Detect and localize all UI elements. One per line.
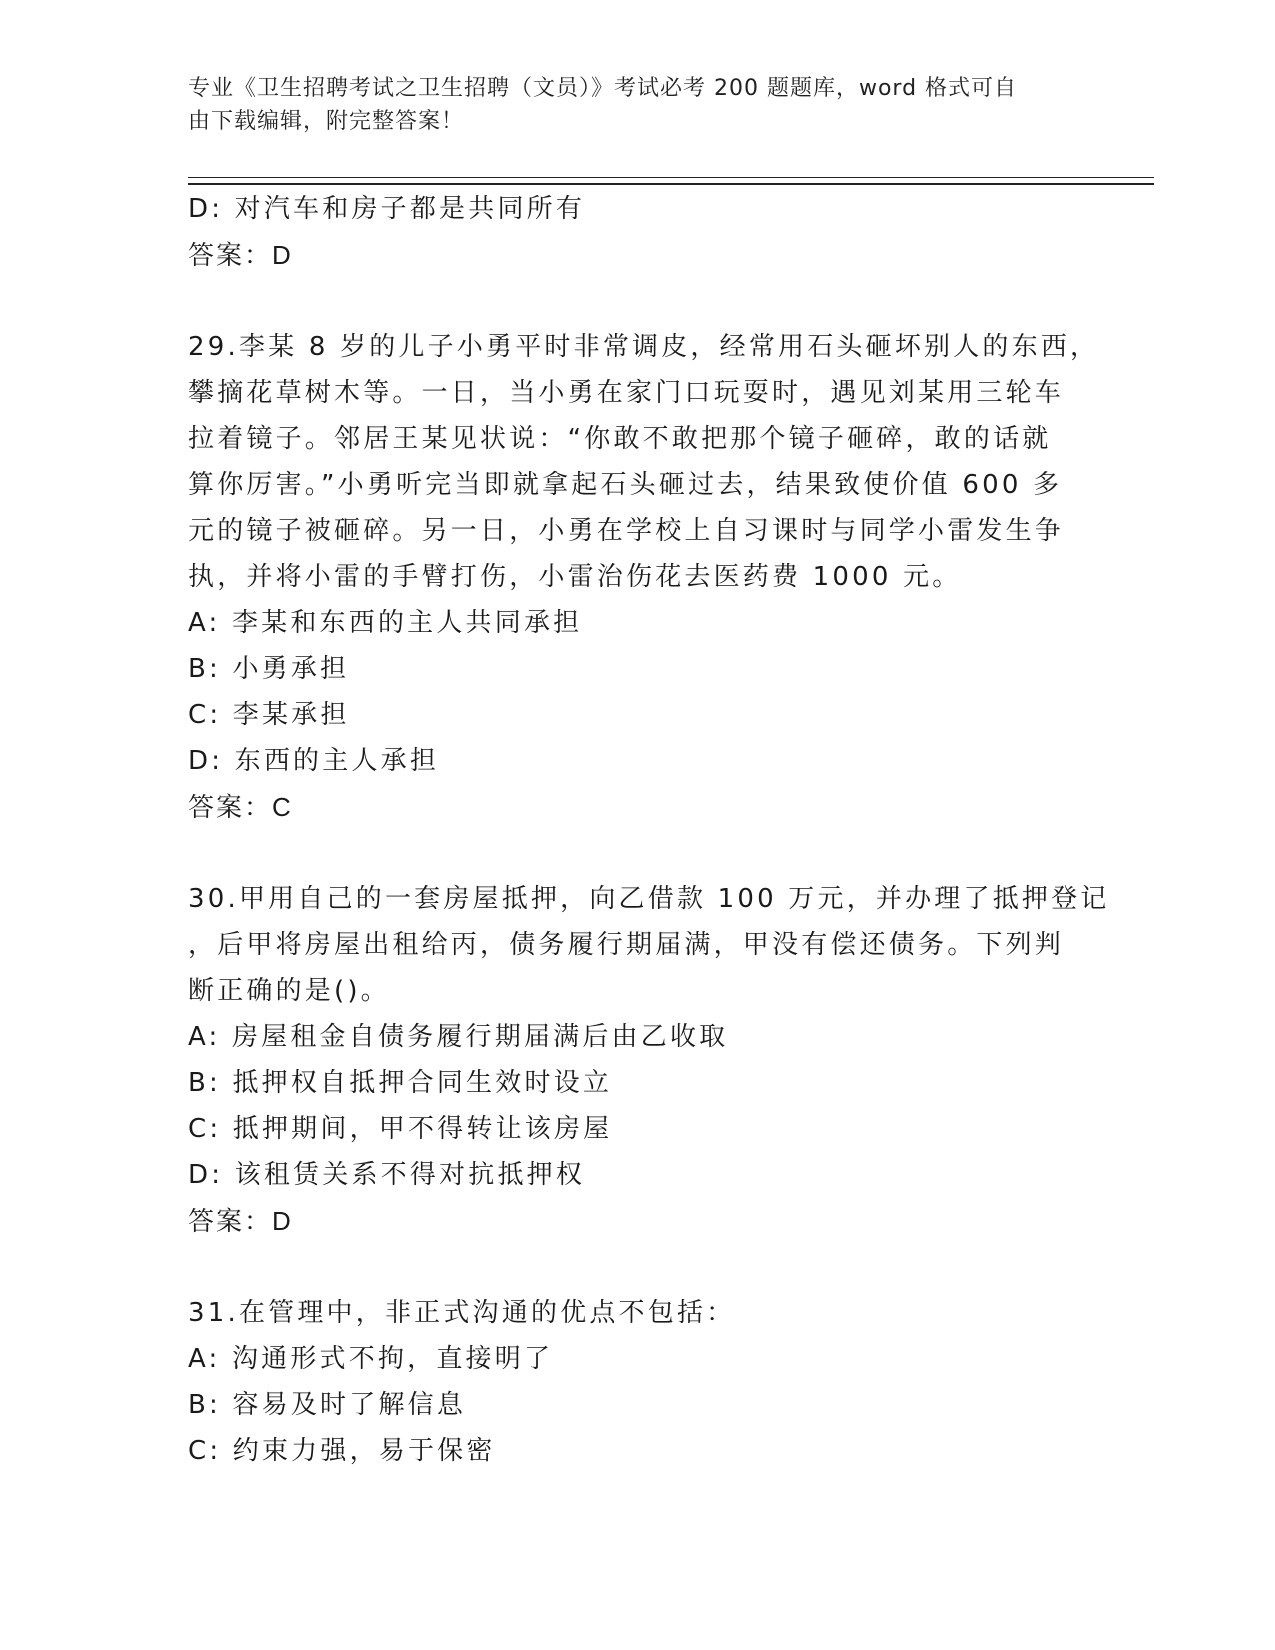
option-d: D: 东西的主人承担 [188,746,440,776]
question-stem-line: 攀摘花草树木等。一日，当小勇在家门口玩耍时，遇见刘某用三轮车 [188,378,1065,408]
question-29 [188,324,1100,830]
question-28-tail [188,186,1088,278]
header-divider-thin [188,177,1154,178]
document-header [188,72,1068,138]
question-stem-line: 拉着镜子。邻居王某见状说：“你敢不敢把那个镜子砸碎，敢的话就 [188,424,1052,454]
header-line-2: 由下载编辑，附完整答案！ [188,109,465,134]
spacer [188,1244,1088,1290]
header-divider-thick [188,183,1154,185]
answer-line: 答案：C [188,792,293,822]
answer-line: 答案：D [188,240,293,270]
question-stem-line: 执，并将小雷的手臂打伤，小雷治伤花去医药费 1000 元。 [188,562,962,592]
question-stem-line: 算你厉害。”小勇听完当即就拿起石头砸过去，结果致使价值 600 多 [188,470,1063,500]
question-stem-line: 29.李某 8 岁的儿子小勇平时非常调皮，经常用石头砸坏别人的东西， [188,332,1100,362]
option-b: B: 容易及时了解信息 [188,1390,467,1420]
option-a: A: 房屋租金自债务履行期届满后由乙收取 [188,1022,729,1052]
option-b: B: 小勇承担 [188,654,350,684]
option-c: C: 抵押期间，甲不得转让该房屋 [188,1114,613,1144]
spacer [188,278,1088,324]
option-c: C: 李某承担 [188,700,350,730]
option-a: A: 沟通形式不拘，直接明了 [188,1344,554,1374]
option-a: A: 李某和东西的主人共同承担 [188,608,583,638]
option-d: D: 对汽车和房子都是共同所有 [188,194,586,224]
option-b: B: 抵押权自抵押合同生效时设立 [188,1068,613,1098]
question-content [188,186,1110,1474]
option-c: C: 约束力强，易于保密 [188,1436,496,1466]
spacer [188,830,1088,876]
header-line-1: 专业《卫生招聘考试之卫生招聘（文员）》考试必考 200 题题库，word 格式可自 [188,76,1018,101]
question-stem-line: 断正确的是()。 [188,976,390,1006]
question-stem-line: 30.甲用自己的一套房屋抵押，向乙借款 100 万元，并办理了抵押登记 [188,884,1110,914]
question-stem-line: 31.在管理中，非正式沟通的优点不包括： [188,1298,736,1328]
option-d: D: 该租赁关系不得对抗抵押权 [188,1160,586,1190]
question-stem-line: ，后甲将房屋出租给丙，债务履行期届满，甲没有偿还债务。下列判 [188,930,1065,960]
question-stem-line: 元的镜子被砸碎。另一日，小勇在学校上自习课时与同学小雷发生争 [188,516,1065,546]
answer-line: 答案：D [188,1206,293,1236]
question-30 [188,876,1110,1244]
question-31 [188,1290,1088,1474]
